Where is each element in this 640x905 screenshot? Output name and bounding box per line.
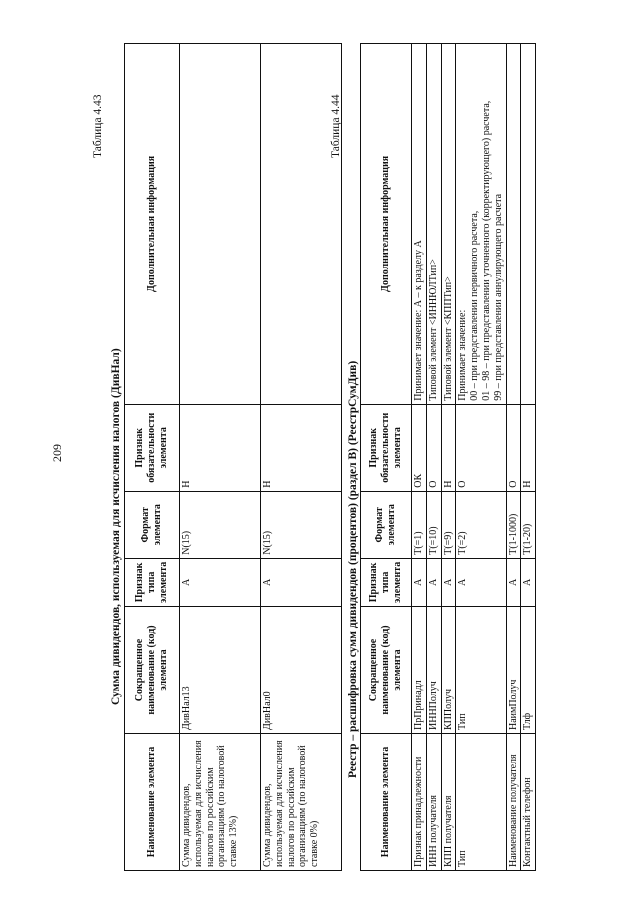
cell-info: [521, 44, 536, 405]
table-header-row: [125, 44, 180, 871]
cell-required: Н: [180, 404, 261, 491]
cell-info: [180, 44, 261, 405]
cell-code: ИННПолуч: [426, 607, 441, 734]
column-header: Сокращенное наименование (код) элемента: [125, 607, 180, 734]
cell-code: ДивНал13: [180, 607, 261, 734]
table-caption: Таблица 4.44: [330, 94, 342, 158]
cell-info: Принимает значение: А – к разделу А: [412, 44, 427, 405]
cell-name: КПП получателя: [441, 734, 456, 871]
cell-name: Сумма дивидендов, используемая для исчисления налогов по российским организациям (по налоговой ставке 0%): [261, 734, 342, 871]
cell-name: Наименование получателя: [506, 734, 521, 871]
cell-name: Признак принадлежности: [412, 734, 427, 871]
dividends-tax-table: [124, 43, 342, 871]
cell-type: А: [412, 558, 427, 606]
page-number: 209: [50, 444, 64, 462]
info-line: Принимает значение:: [457, 309, 469, 401]
info-line: 01 – 98 – при представлении уточненного (корректирующего) расчета,: [480, 100, 492, 401]
cell-code: ДивНал0: [261, 607, 342, 734]
cell-required: О: [506, 404, 521, 491]
cell-name: Контактный телефон: [521, 734, 536, 871]
cell-type: А: [426, 558, 441, 606]
cell-code: КППолуч: [441, 607, 456, 734]
cell-name: Тип: [456, 734, 506, 871]
cell-type: А: [441, 558, 456, 606]
cell-code: ПрПринадл: [412, 607, 427, 734]
column-header: Дополнительная информация: [125, 44, 180, 405]
table-caption: Таблица 4.43: [92, 94, 104, 158]
info-line: 99 – при представлении аннулирующего расчета: [492, 193, 504, 401]
table-row: [506, 44, 521, 871]
dividends-registry-table: [360, 43, 536, 871]
table-row: [456, 44, 506, 871]
column-header: Сокращенное наименование (код) элемента: [361, 607, 412, 734]
cell-required: Н: [521, 404, 536, 491]
cell-type: А: [261, 558, 342, 606]
cell-format: T(=9): [441, 491, 456, 558]
cell-format: T(1-1000): [506, 491, 521, 558]
cell-format: T(=10): [426, 491, 441, 558]
cell-code: Тип: [456, 607, 506, 734]
cell-required: Н: [441, 404, 456, 491]
cell-required: О: [426, 404, 441, 491]
cell-info: [456, 44, 506, 405]
column-header: Признак типа элемента: [125, 558, 180, 606]
cell-type: А: [180, 558, 261, 606]
cell-format: T(1-20): [521, 491, 536, 558]
cell-required: ОК: [412, 404, 427, 491]
cell-info: Типовой элемент <КППТип>: [441, 44, 456, 405]
table-row: [412, 44, 427, 871]
column-header: Признак обязательности элемента: [125, 404, 180, 491]
cell-format: N(15): [180, 491, 261, 558]
table-row: [441, 44, 456, 871]
table-row: [426, 44, 441, 871]
cell-type: А: [456, 558, 506, 606]
table-row: [261, 44, 342, 871]
cell-type: А: [506, 558, 521, 606]
cell-format: N(15): [261, 491, 342, 558]
cell-name: Сумма дивидендов, используемая для исчисления налогов по российским организациям (по налоговой ставке 13%): [180, 734, 261, 871]
info-line: 00 – при представлении первичного расчета,: [469, 210, 481, 401]
cell-code: Тлф: [521, 607, 536, 734]
table-header-row: [361, 44, 412, 871]
column-header: Признак обязательности элемента: [361, 404, 412, 491]
table-title: Реестр – расшифровка сумм дивидендов (процентов) (раздел В) (РеестрСумДив): [347, 360, 359, 778]
cell-format: T(=1): [412, 491, 427, 558]
column-header: Признак типа элемента: [361, 558, 412, 606]
column-header: Наименование элемента: [361, 734, 412, 871]
column-header: Наименование элемента: [125, 734, 180, 871]
table-row: [180, 44, 261, 871]
cell-code: НаимПолуч: [506, 607, 521, 734]
cell-info: [506, 44, 521, 405]
table-title: Сумма дивидендов, используемая для исчисления налогов (ДивНал): [110, 348, 122, 705]
cell-type: А: [521, 558, 536, 606]
table-row: [521, 44, 536, 871]
column-header: Дополнительная информация: [361, 44, 412, 405]
cell-info: Типовой элемент <ИННЮЛТип>: [426, 44, 441, 405]
cell-format: T(=2): [456, 491, 506, 558]
cell-required: О: [456, 404, 506, 491]
cell-required: Н: [261, 404, 342, 491]
column-header: Формат элемента: [361, 491, 412, 558]
column-header: Формат элемента: [125, 491, 180, 558]
cell-name: ИНН получателя: [426, 734, 441, 871]
